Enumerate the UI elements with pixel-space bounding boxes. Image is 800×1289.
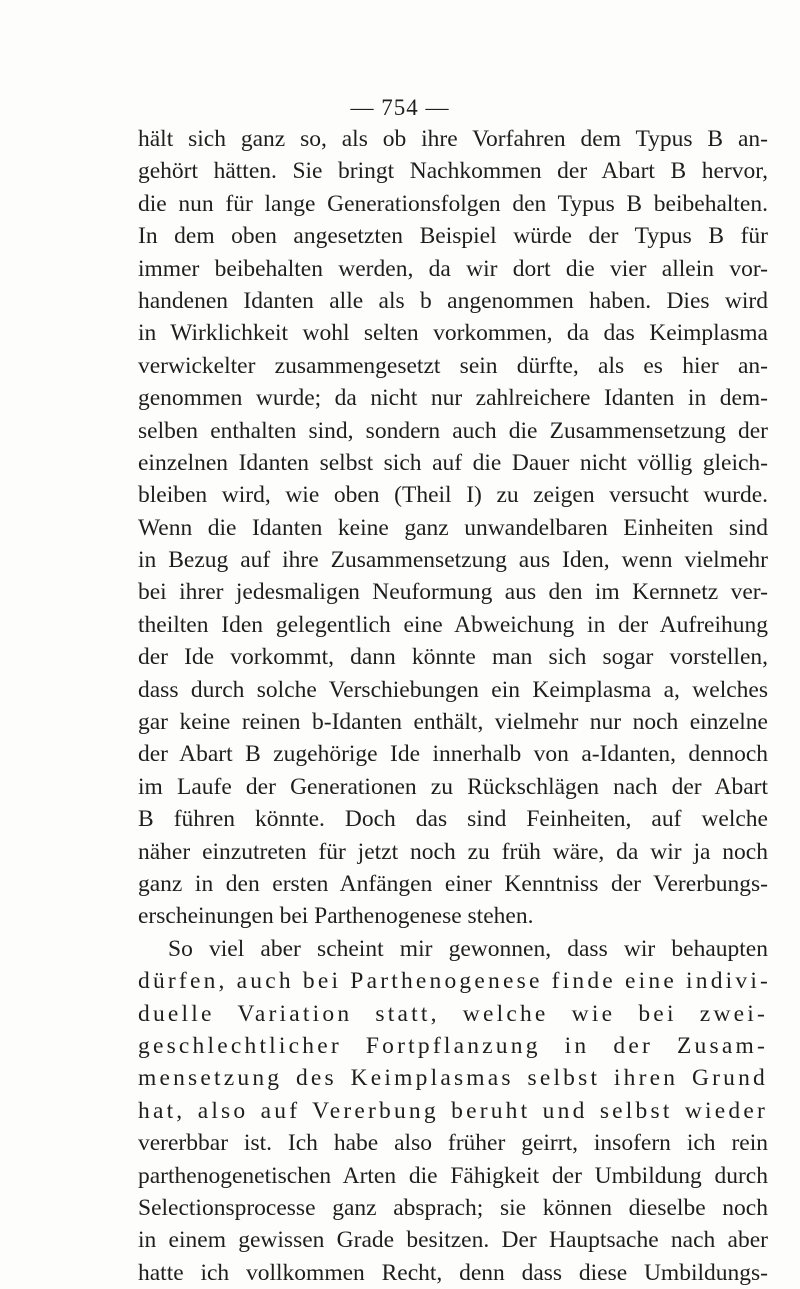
text-line: duelle Variation statt, welche wie bei zwei-	[138, 1000, 768, 1027]
text-line: verwickelter zusammengesetzt sein dürfte, als es hier an-	[138, 352, 768, 379]
text-line: ganz in den ersten Anfängen einer Kenntniss der Vererbungs-	[138, 870, 768, 897]
text-line: hat, also auf Vererbung beruht und selbst wieder	[138, 1097, 768, 1124]
text-line: der Ide vorkommt, dann könnte man sich sogar vorstellen,	[138, 644, 768, 671]
text-line: näher einzutreten für jetzt noch zu früh wäre, da wir ja noch	[138, 838, 768, 865]
text-line: gehört hätten. Sie bringt Nachkommen der Abart B hervor,	[138, 158, 768, 185]
text-line: dass durch solche Verschiebungen ein Keimplasma a, welches	[138, 676, 768, 703]
text-line: der Abart B zugehörige Ide innerhalb von a-Idanten, dennoch	[138, 741, 768, 768]
text-line: bei ihrer jedesmaligen Neuformung aus den im Kernnetz ver-	[138, 579, 768, 606]
text-line: hält sich ganz so, als ob ihre Vorfahren dem Typus B an-	[138, 126, 768, 152]
text-line: in einem gewissen Grade besitzen. Der Hauptsache nach aber	[138, 1227, 768, 1254]
text-line: theilten Iden gelegentlich eine Abweichung in der Aufreihung	[138, 611, 768, 638]
text-line: genommen wurde; da nicht nur zahlreichere Idanten in dem-	[138, 385, 768, 412]
text-line: im Laufe der Generationen zu Rückschlägen nach der Abart	[138, 773, 768, 800]
text-line: dürfen, auch bei Parthenogenese finde eine indivi-	[138, 968, 772, 995]
body-text	[138, 123, 772, 1289]
text-line: Selectionsprocesse ganz absprach; sie können dieselbe noch	[138, 1194, 768, 1221]
text-line: selben enthalten sind, sondern auch die Zusammensetzung der	[138, 417, 768, 444]
page-number: — 754 —	[350, 95, 450, 120]
text-line: hatte ich vollkommen Recht, denn dass diese Umbildungs-	[138, 1259, 768, 1286]
text-line: in Wirklichkeit wohl selten vorkommen, da das Keimplasma	[138, 320, 768, 347]
text-line: mensetzung des Keimplasmas selbst ihren Grund	[138, 1065, 768, 1092]
text-line: Wenn die Idanten keine ganz unwandelbaren Einheiten sind	[138, 514, 768, 541]
text-line: In dem oben angesetzten Beispiel würde der Typus B für	[138, 223, 768, 250]
text-line: einzelnen Idanten selbst sich auf die Dauer nicht völlig gleich-	[138, 449, 768, 476]
text-line: erscheinungen bei Parthenogenese stehen.	[138, 903, 534, 930]
text-line: So viel aber scheint mir gewonnen, dass wir behaupten	[168, 935, 768, 962]
text-line: vererbbar ist. Ich habe also früher geirrt, insofern ich rein	[138, 1130, 768, 1157]
text-line: parthenogenetischen Arten die Fähigkeit der Umbildung durch	[138, 1162, 768, 1189]
text-line: in Bezug auf ihre Zusammensetzung aus Iden, wenn vielmehr	[138, 547, 768, 574]
text-line: bleiben wird, wie oben (Theil I) zu zeigen versucht wurde.	[138, 482, 768, 509]
text-line: handenen Idanten alle als b angenommen haben. Dies wird	[138, 287, 768, 314]
text-line: B führen könnte. Doch das sind Feinheiten, auf welche	[138, 806, 768, 833]
text-line: geschlechtlicher Fortpflanzung in der Zusam-	[138, 1032, 768, 1059]
text-line: immer beibehalten werden, da wir dort die vier allein vor-	[138, 255, 768, 282]
text-line: die nun für lange Generationsfolgen den Typus B beibehalten.	[138, 190, 768, 217]
text-line: gar keine reinen b-Idanten enthält, vielmehr nur noch einzelne	[138, 709, 768, 736]
